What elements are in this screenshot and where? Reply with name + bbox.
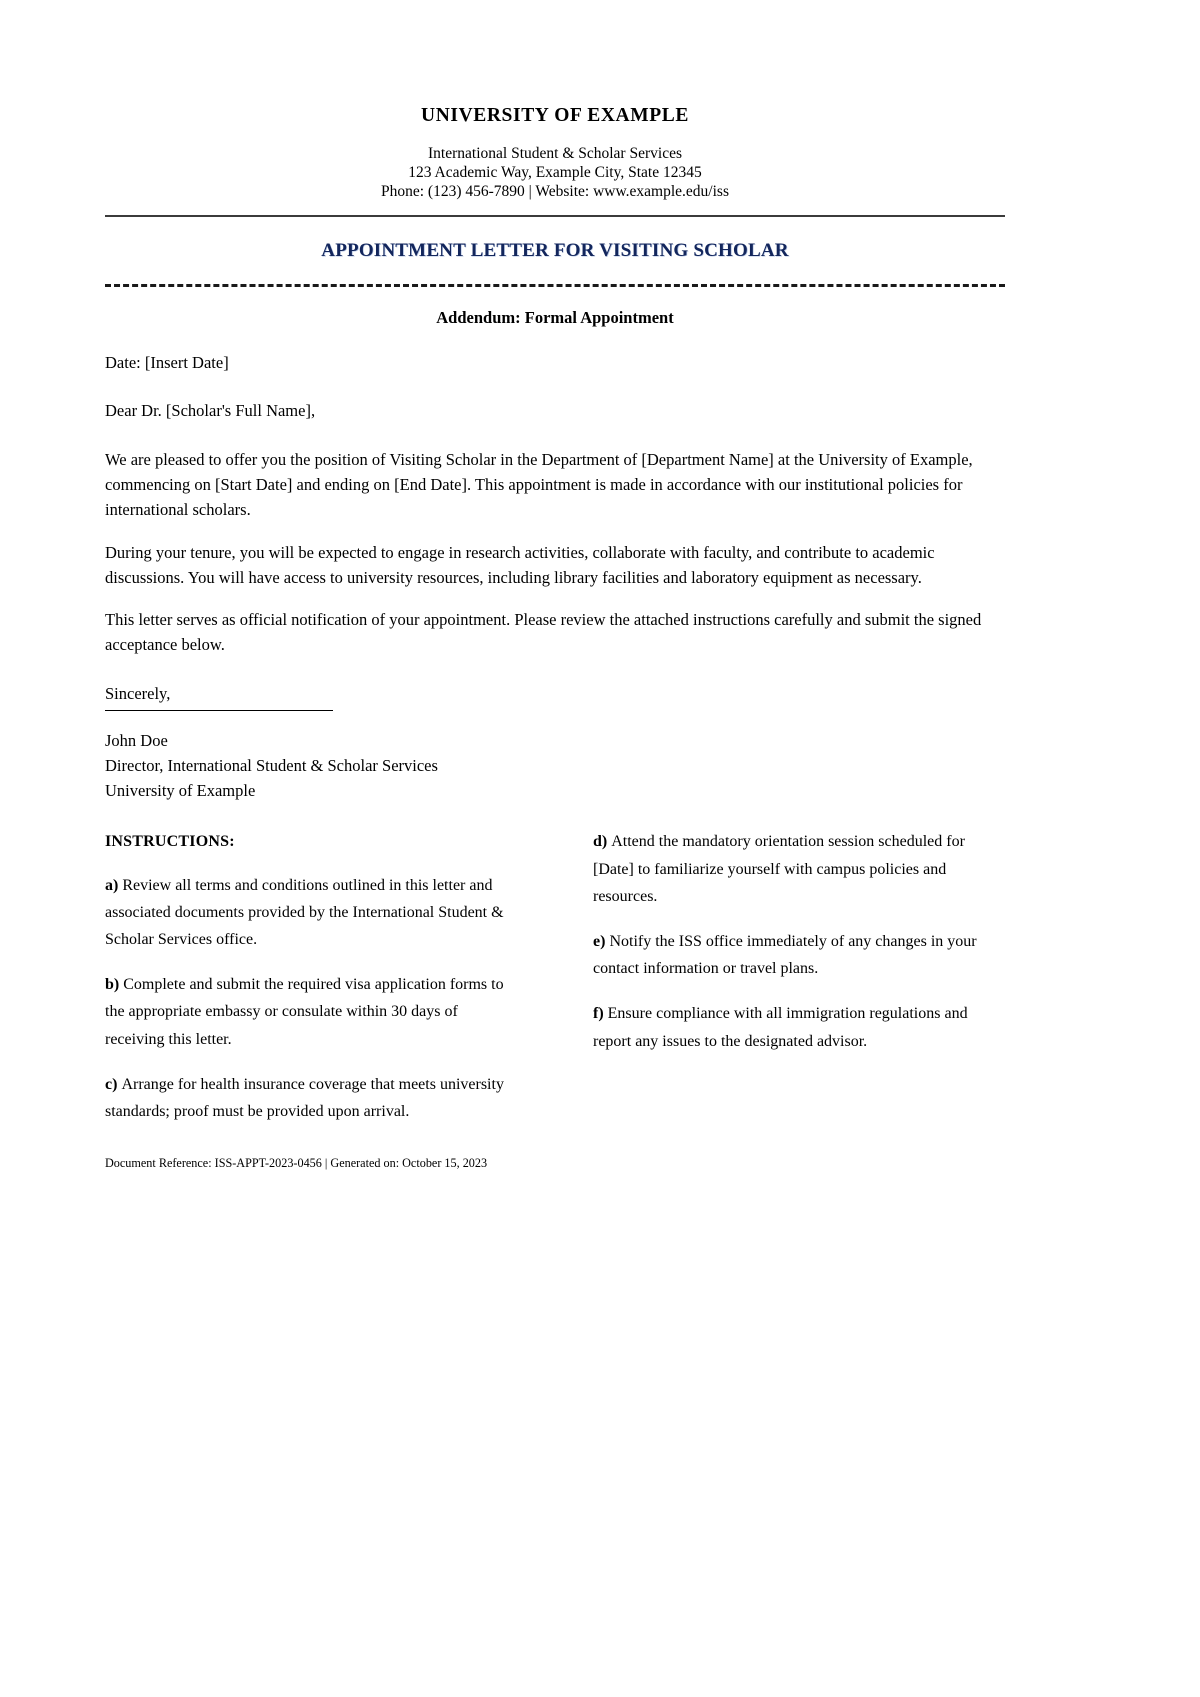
instruction-text: Arrange for health insurance coverage that meets university standards; proof must be provided upon arrival. [105, 1075, 504, 1120]
date-line: Date: [Insert Date] [105, 353, 229, 373]
header-divider [105, 215, 1005, 217]
signer-organization: University of Example [105, 781, 256, 801]
instruction-text: Ensure compliance with all immigration regulations and report any issues to the designated advisor. [593, 1005, 968, 1050]
signer-role: Director, International Student & Scholar Services [105, 756, 438, 776]
body-paragraph-2: During your tenure, you will be expected to engage in research activities, collaborate with faculty, and contribute to academic discussions. You will have access to university resources, including library facilities and laboratory equipment as necessary. [105, 542, 935, 587]
document-sheet [105, 0, 1005, 1172]
instruction-item [593, 1000, 1005, 1054]
salutation-line: Dear Dr. [Scholar's Full Name], [105, 401, 316, 421]
instruction-item [105, 1071, 517, 1125]
instruction-item [105, 971, 517, 1053]
letterhead [105, 0, 1005, 217]
contact-line: Phone: (123) 456-7890 | Website: www.example.edu/iss [381, 183, 729, 201]
instruction-marker: d) [593, 833, 612, 851]
document-subtitle: Addendum: Formal Appointment [436, 308, 674, 328]
page-title: APPOINTMENT LETTER FOR VISITING SCHOLAR [321, 240, 789, 262]
organization-name: UNIVERSITY OF EXAMPLE [421, 105, 689, 126]
instruction-marker: f) [593, 1005, 608, 1023]
instruction-text: Complete and submit the required visa application forms to the appropriate embassy or consulate within 30 days of receiving this letter. [105, 976, 504, 1048]
instruction-text: Attend the mandatory orientation session scheduled for [Date] to familiarize yourself with campus policies and resources. [593, 833, 965, 905]
signature-block [105, 683, 1005, 804]
instruction-item [593, 828, 1005, 910]
department-name: International Student & Scholar Services [428, 145, 682, 163]
instruction-marker: a) [105, 876, 123, 894]
document-reference-footer: Document Reference: ISS-APPT-2023-0456 | Generated on: October 15, 2023 [105, 1156, 488, 1171]
instructions-section [105, 828, 1005, 1125]
instruction-marker: b) [105, 976, 124, 994]
signer-name: John Doe [105, 731, 168, 751]
body-paragraph-1: We are pleased to offer you the position of Visiting Scholar in the Department of [Department Name] at the University of Example, commencing on [Start Date] and ending on [End Date]. This appointment is made in accordance with our institutional policies for international scholars. [105, 450, 973, 520]
signature-line [105, 710, 333, 711]
instruction-item [105, 872, 517, 954]
address-line: 123 Academic Way, Example City, State 12345 [408, 164, 702, 182]
body-paragraph-3: This letter serves as official notification of your appointment. Please review the attached instructions carefully and submit the signed acceptance below. [105, 609, 982, 654]
instruction-text: Review all terms and conditions outlined in this letter and associated documents provided by the International Student & Scholar Services office. [105, 876, 504, 949]
instruction-marker: c) [105, 1075, 122, 1093]
instruction-marker: e) [593, 933, 610, 951]
instruction-item [593, 928, 1005, 982]
instruction-text: Notify the ISS office immediately of any changes in your contact information or travel plans. [593, 933, 977, 978]
spacer-after-salutation [105, 423, 1005, 447]
letter-body [105, 350, 1005, 657]
instructions-heading: INSTRUCTIONS: [105, 833, 235, 851]
spacer-after-date [105, 375, 1005, 398]
dashed-divider [105, 284, 1005, 287]
closing-word: Sincerely, [105, 683, 171, 703]
